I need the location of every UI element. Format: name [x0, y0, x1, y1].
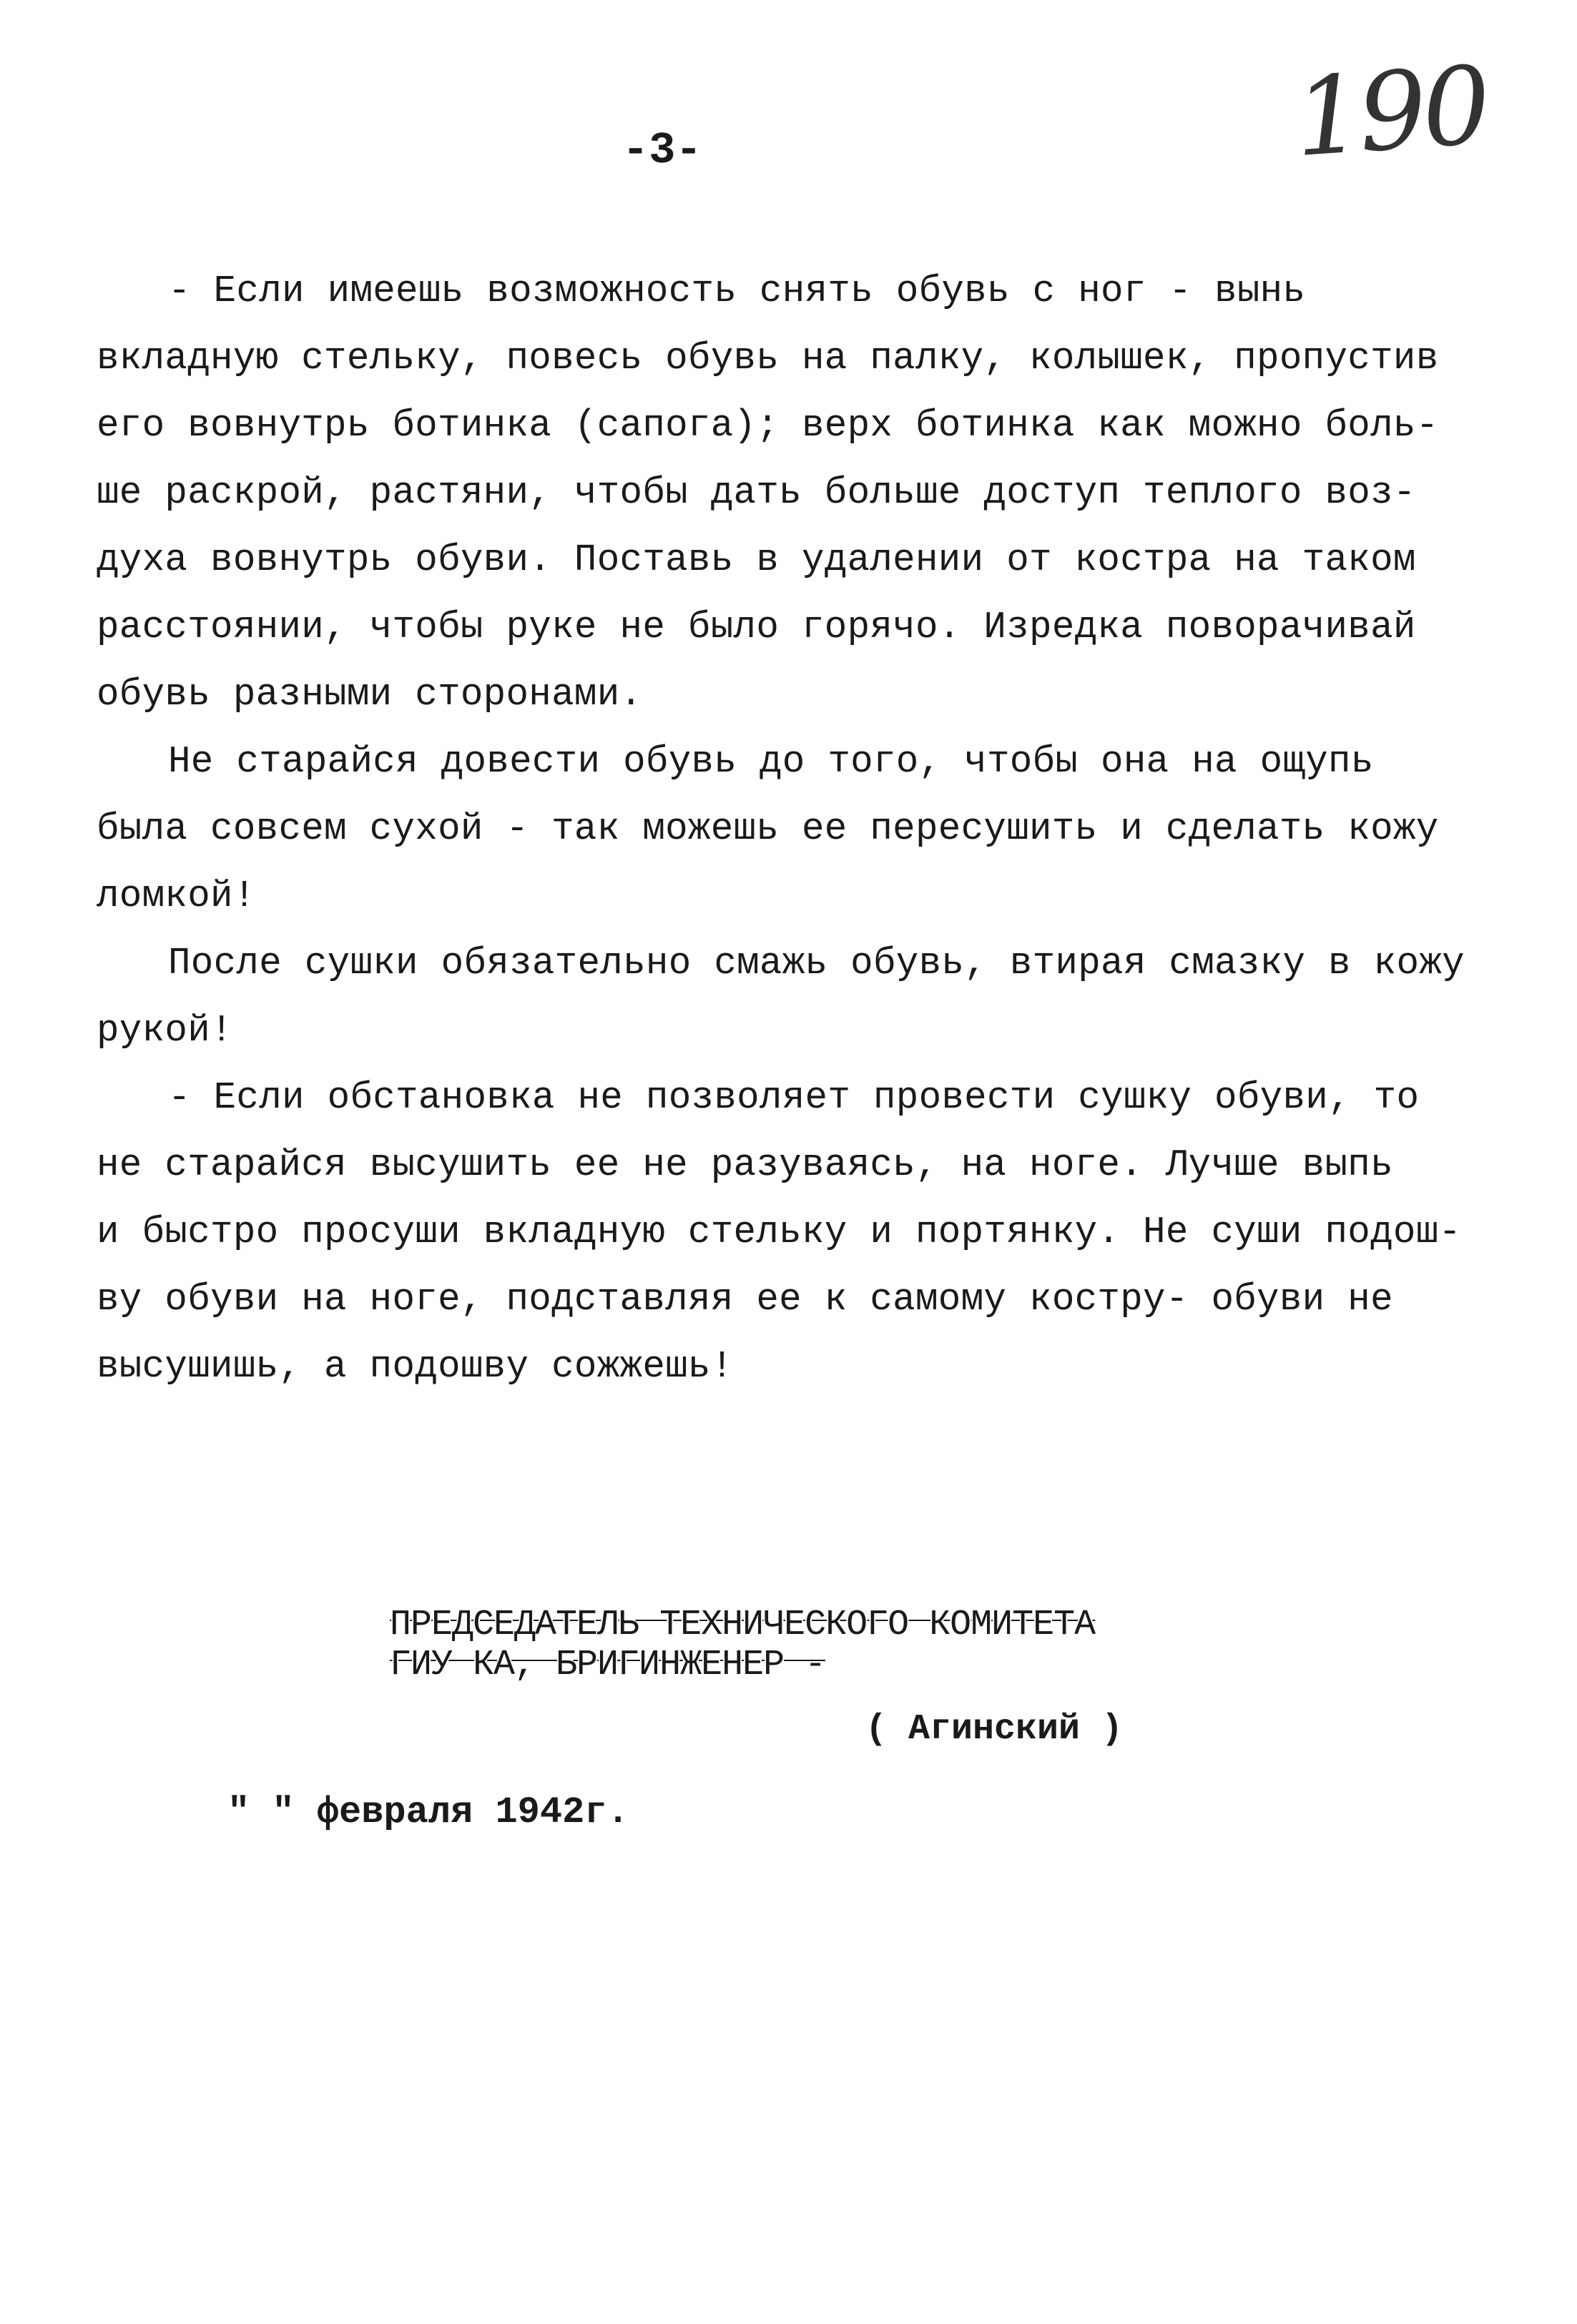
text-line: рукой!	[97, 1009, 233, 1052]
archive-folio-number: 190	[1290, 43, 1491, 182]
paragraph-1	[97, 257, 1527, 728]
text-line: расстоянии, чтобы руке не было горячо. Изредка поворачивай	[97, 606, 1416, 649]
text-line: Не старайся довести обувь до того, чтобы она на ощупь	[168, 740, 1374, 783]
paragraph-4	[97, 1064, 1527, 1400]
text-line: высушишь, а подошву сожжешь!	[97, 1345, 734, 1388]
signatory-title-line-1: ПРЕДСЕДАТЕЛЬ ТЕХНИЧЕСКОГО КОМИТЕТА	[390, 1605, 1096, 1645]
paragraph-2	[97, 728, 1527, 930]
text-line: не старайся высушить ее не разуваясь, на ноге. Лучше выпь	[97, 1143, 1393, 1186]
text-line: - Если обстановка не позволяет провести сушку обуви, то	[168, 1076, 1420, 1119]
signatory-title-line-2: ГИУ КА, БРИГИНЖЕНЕР -	[390, 1645, 826, 1685]
text-line: ше раскрой, растяни, чтобы дать больше доступ теплого воз-	[97, 471, 1416, 514]
signatory-name: ( Агинский )	[865, 1709, 1124, 1750]
paragraph-3	[97, 930, 1527, 1064]
signature-title-block	[390, 1605, 1095, 1685]
body-text	[97, 257, 1527, 1400]
text-line: ву обуви на ноге, подставляя ее к самому костру- обуви не	[97, 1278, 1393, 1321]
text-line: ломкой!	[97, 875, 256, 917]
text-line: После сушки обязательно смажь обувь, втирая смазку в кожу	[168, 942, 1465, 985]
page-number: -3-	[622, 125, 702, 176]
text-line: была совсем сухой - так можешь ее пересушить и сделать кожу	[97, 807, 1439, 850]
text-line: и быстро просуши вкладную стельку и портянку. Не суши подош-	[97, 1211, 1462, 1254]
text-line: его вовнутрь ботинка (сапога); верх ботинка как можно боль-	[97, 404, 1439, 447]
text-line: вкладную стельку, повесь обувь на палку, колышек, пропустив	[97, 337, 1439, 380]
document-date: " " февраля 1942г.	[227, 1791, 629, 1833]
text-line: обувь разными сторонами.	[97, 673, 643, 716]
text-line: - Если имеешь возможность снять обувь с ног - вынь	[168, 270, 1306, 312]
text-line: духа вовнутрь обуви. Поставь в удалении от костра на таком	[97, 538, 1416, 581]
